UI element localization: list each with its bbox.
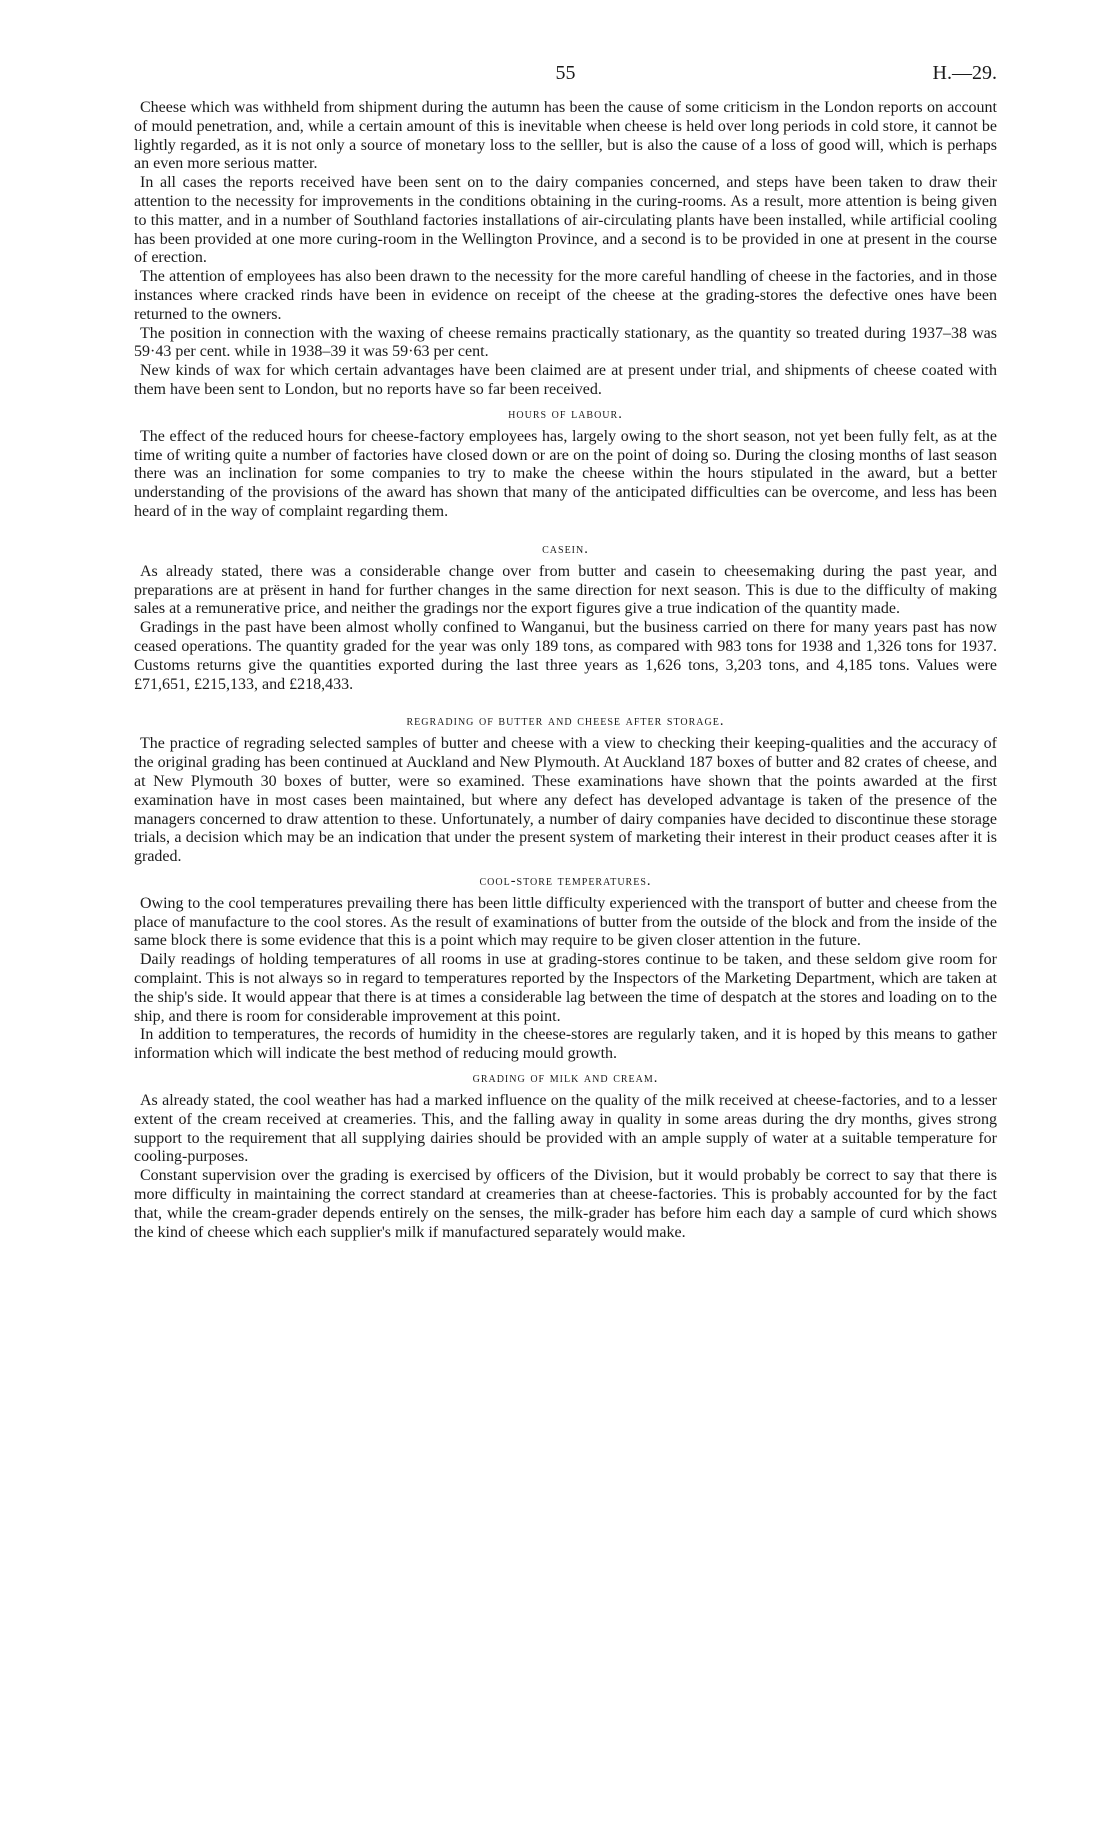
paragraph: The effect of the reduced hours for cheese-factory employees has, largely owing to the short season, not yet been fully felt, as at the time of writing quite a number of factories have closed down or are on the point of doing so. During the closing months of last season there was an inclination for some companies to try to make the cheese within the hours stipulated in the award, but a better understanding of the provisions of the award has shown that many of the anticipated difficulties can be overcome, and less has been heard of in the way of complaint regarding them. (134, 427, 997, 520)
section-heading: hours of labour. (508, 405, 623, 422)
section-heading: grading of milk and cream. (472, 1070, 659, 1087)
paragraph: Daily readings of holding temperatures of all rooms in use at grading-stores continue to be taken, and these seldom give room for complaint. This is not always so in regard to temperatures reported by the Inspectors of the Marketing Department, which are taken at the ship's side. It would appear that there is at times a considerable lag between the time of despatch at the stores and loading on to the ship, and there is room for considerable improvement at this point. (134, 951, 997, 1025)
document-page (134, 60, 997, 1242)
paragraph: The attention of employees has also been drawn to the necessity for the more careful handling of cheese in the factories, and in those instances where cracked rinds have been in evidence on receipt of the cheese at the grading-stores the defective ones have been returned to the owners. (134, 268, 997, 323)
section-heading: cool-store temperatures. (479, 872, 652, 889)
paragraph: As already stated, there was a considerable change over from butter and casein to cheesemaking during the past year, and preparations are at prësent in hand for further changes in the same direction for next season. This is due to the difficulty of making sales at a remunerative price, and neither the gradings nor the export figures give a true indication of the quantity made. (134, 562, 997, 618)
section-cool-store (134, 872, 997, 1064)
section-intro (134, 99, 997, 400)
section-regrading (134, 712, 997, 867)
paragraph: Cheese which was withheld from shipment during the autumn has been the cause of some criticism in the London reports on account of mould penetration, and, while a certain amount of this is inevitable when cheese is held over long periods in cold store, it cannot be lightly regarded, as it is not only a source of monetary loss to the selller, but is also the cause of a loss of good will, which is perhaps an even more serious matter. (134, 99, 997, 173)
paragraph: In addition to temperatures, the records of humidity in the cheese-stores are regularly taken, and it is hoped by this means to gather information which will indicate the best method of reducing mould growth. (134, 1026, 997, 1063)
paragraph: The position in connection with the waxing of cheese remains practically stationary, as the quantity so treated during 1937–38 was 59·43 per cent. while in 1938–39 it was 59·63 per cent. (134, 324, 997, 361)
paragraph: Owing to the cool temperatures prevailing there has been little difficulty experienced with the transport of butter and cheese from the place of manufacture to the cool stores. As the result of examinations of butter from the outside of the block and from the inside of the same block there is some evidence that this is a point which may require to be given closer attention in the future. (134, 894, 997, 950)
section-hours-of-labour (134, 405, 997, 522)
paragraph: The practice of regrading selected samples of butter and cheese with a view to checking their keeping-qualities and the accuracy of the original grading has been continued at Auckland and New Plymouth. At Auckland 187 boxes of butter and 82 crates of cheese, and at New Plymouth 30 boxes of butter, were so examined. These examinations have shown that the points awarded at the first examination have in most cases been maintained, but where any defect has developed advantage is taken of the presence of the managers concerned to draw attention to these. Unfortunately, a number of dairy companies have decided to discontinue these storage trials, a decision which may be an indication that under the present system of marketing their interest in their product ceases after it is graded. (134, 735, 997, 866)
section-casein (134, 540, 997, 695)
paragraph: Gradings in the past have been almost wholly confined to Wanganui, but the business carried on there for many years past has now ceased operations. The quantity graded for the year was only 189 tons, as compared with 983 tons for 1938 and 1,326 tons for 1937. Customs returns give the quantities exported during the last three years as 1,626 tons, 3,203 tons, and 4,185 tons. Values were £71,651, £215,133, and £218,433. (134, 619, 997, 693)
paragraph: As already stated, the cool weather has had a marked influence on the quality of the milk received at cheese-factories, and to a lesser extent of the cream received at creameries. This, and the falling away in quality in some areas during the dry months, gives strong support to the requirement that all supplying dairies should be provided with an ample supply of water at a suitable temperature for cooling-purposes. (134, 1092, 997, 1166)
page-header (134, 60, 997, 90)
section-grading-milk-cream (134, 1069, 997, 1242)
paragraph: New kinds of wax for which certain advantages have been claimed are at present under trial, and shipments of cheese coated with them have been sent to London, but no reports have so far been received. (134, 362, 997, 398)
section-heading: regrading of butter and cheese after storage. (406, 713, 725, 730)
document-reference: H.—29. (932, 62, 997, 84)
paragraph: In all cases the reports received have been sent on to the dairy companies concerned, and steps have been taken to draw their attention to the necessity for improvements in the conditions obtaining in the curing-rooms. As a result, more attention is being given to this matter, and in a number of Southland factories installations of air-circulating plants have been installed, while artificial cooling has been provided at one more curing-room in the Wellington Province, and a second is to be provided in one at present in the course of erection. (134, 174, 997, 267)
paragraph: Constant supervision over the grading is exercised by officers of the Division, but it would probably be correct to say that there is more difficulty in maintaining the correct standard at creameries than at cheese-factories. This is probably accounted for by the fact that, while the cream-grader depends entirely on the senses, the milk-grader has before him each day a sample of curd which shows the kind of cheese which each supplier's milk if manufactured separately would make. (134, 1167, 997, 1241)
section-heading: casein. (542, 540, 589, 557)
page-number: 55 (555, 62, 576, 84)
